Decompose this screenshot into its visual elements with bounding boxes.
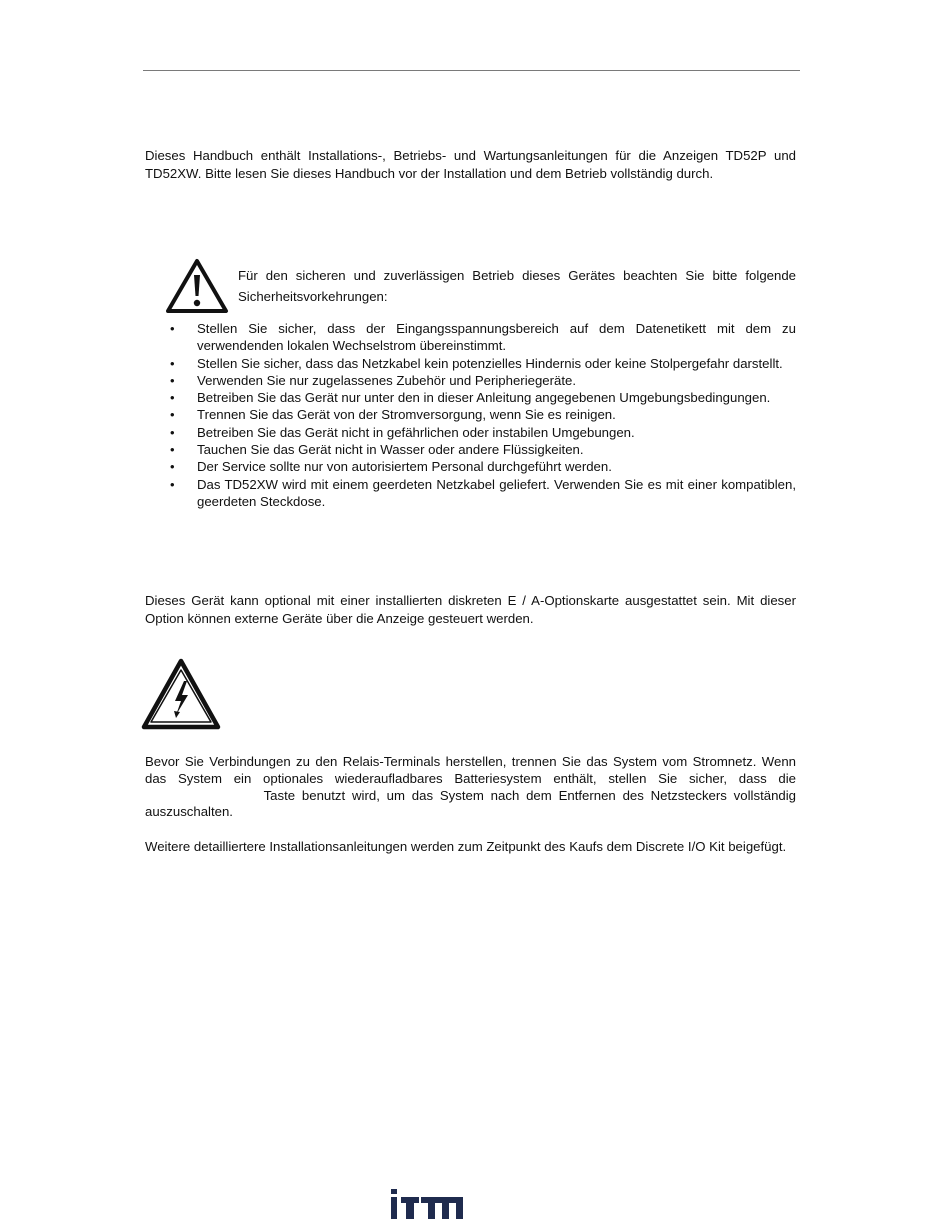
safety-list xyxy=(170,320,796,510)
list-item: • Stellen Sie sicher, dass der Eingangsspannungsbereich auf dem Datenetikett mit dem zu verwendenden lokalen Wechselstrom übereinstimmt. xyxy=(170,321,796,354)
list-item: • Tauchen Sie das Gerät nicht in Wasser oder andere Flüssigkeiten. xyxy=(170,442,584,458)
kit-paragraph: Weitere detailliertere Installationsanleitungen werden zum Zeitpunkt des Kaufs dem Discrete I/O Kit beigefügt. xyxy=(145,839,787,854)
list-item: • Der Service sollte nur von autorisiertem Personal durchgeführt werden. xyxy=(170,459,612,475)
list-item: • Trennen Sie das Gerät von der Stromversorgung, wenn Sie es reinigen. xyxy=(170,407,616,423)
list-item: • Betreiben Sie das Gerät nur unter den in dieser Anleitung angegebenen Umgebungsbedingungen. xyxy=(170,390,771,406)
warning-icon xyxy=(165,258,229,314)
relay-text-b: Taste benutzt wird, um das System nach dem Entfernen des Netzsteckers vollständig auszuschalten. xyxy=(145,787,796,820)
itm-logo xyxy=(390,1188,464,1220)
option-paragraph: Dieses Gerät kann optional mit einer installierten diskreten E / A-Optionskarte ausgestattet sein. Mit dieser Option können externe Geräte über die Anzeige gesteuert werden. xyxy=(145,593,796,626)
intro-paragraph: Dieses Handbuch enthält Installations-, Betriebs- und Wartungsanleitungen für die Anzeigen TD52P und TD52XW. Bitte lesen Sie dieses Handbuch vor der Installation und dem Betrieb vollständig durch. xyxy=(145,148,796,181)
list-item: • Stellen Sie sicher, dass das Netzkabel kein potenzielles Hindernis oder keine Stolpergefahr darstellt. xyxy=(170,355,783,371)
safety-intro: Für den sicheren und zuverlässigen Betrieb dieses Gerätes beachten Sie bitte folgende Sicherheitsvorkehrungen: xyxy=(238,268,796,304)
relay-paragraph xyxy=(145,754,796,821)
electrical-hazard-icon xyxy=(140,657,222,731)
list-item: • Das TD52XW wird mit einem geerdeten Netzkabel geliefert. Verwenden Sie es mit einer kompatiblen, geerdeten Steckdose. xyxy=(170,476,796,509)
header-rule xyxy=(143,70,800,71)
list-item: • Betreiben Sie das Gerät nicht in gefährlichen oder instabilen Umgebungen. xyxy=(170,424,635,440)
relay-text-a: Bevor Sie Verbindungen zu den Relais-Terminals herstellen, trennen Sie das System vom Stromnetz. Wenn das System ein optionales wiederaufladbares Batteriesystem enthält, stellen Sie sicher, dass die xyxy=(145,754,796,786)
list-item: • Verwenden Sie nur zugelassenes Zubehör und Peripheriegeräte. xyxy=(170,372,577,388)
